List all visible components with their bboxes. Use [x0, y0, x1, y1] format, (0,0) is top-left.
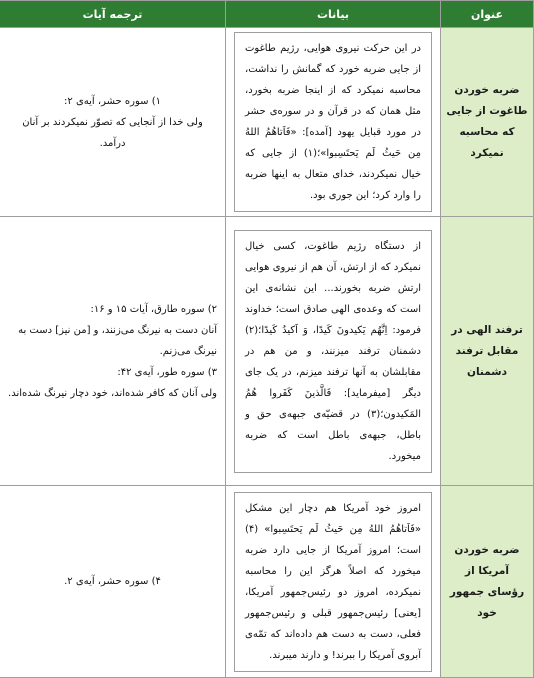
row-title: ترفند الهی در مقابل ترفند دشمنان	[441, 217, 534, 486]
header-row	[0, 1, 534, 28]
row-desc: از دستگاه رژیم طاغوت، کسی خیال نمیکرد که از ارتش، آن هم از نیروی هوایی ارتش ضربه بخورند... این نشانه‌ی این است که وعده‌ی الهی صادق است؛ خداوند فرمود: اِنَّهُم یَکیدونَ کَیدًا، وَ اَکیدُ کَیدًا؛(۲) دشمنان ترفند میزنند، و من هم در مقابلشان به آنها ترفند میزنم، در یک جای دیگر [میفرماید]: فَالَّذینَ کَفَروا هُمُ المَکیدون؛(۳) در قضیّه‌ی جبهه‌ی حق و باطل، جبهه‌ی باطل است که ضربه میخورد.	[234, 230, 432, 473]
table-row	[0, 486, 534, 678]
header-title: عنوان	[441, 1, 534, 28]
header-desc: بیانات	[226, 1, 441, 28]
trans-line: ولی آنان که کافر شده‌اند، خود دچار نیرنگ شده‌اند.	[8, 387, 217, 399]
row-title: ضربه خوردن آمریکا از رؤسای جمهور خود	[441, 486, 534, 678]
trans-line: ۴) سوره حشر، آیه‌ی ۲.	[64, 576, 161, 587]
header-trans: ترجمه آیات	[0, 1, 226, 28]
trans-line: ۲) سوره طارق، آیات ۱۵ و ۱۶:	[90, 303, 217, 315]
row-desc: امروز خود آمریکا هم دچار این مشکل «فَاَتاهُمُ اللهُ مِن حَیثُ لَم یَحتَسِبوا» (۴) است؛ امروز آمریکا از جایی دارد ضربه میخورد که اصلاً هرگز این را محاسبه نمیکرده، امروز دو رئیس‌جمهور آمریکا، [یعنی] رئیس‌جمهور قبلی و رئیس‌جمهور فعلی، دست به دست هم داده‌اند که تمّه‌ی آبروی آمریکا را ببرند! و دارند میبرند.	[234, 492, 432, 672]
row-trans	[0, 28, 226, 217]
row-trans	[0, 217, 226, 486]
table-row	[0, 217, 534, 486]
table-row	[0, 28, 534, 217]
row-title: ضربه خوردن طاغوت از جایی که محاسبه نمیکرد	[441, 28, 534, 217]
trans-line: ۳) سوره طور، آیه‌ی ۴۲:	[117, 366, 217, 378]
row-desc: در این حرکت نیروی هوایی، رژیم طاغوت از جایی ضربه خورد که گمانش را نداشت، محاسبه نمیکرد که از اینجا ضربه بخورد، مثل همان که در قرآن و در سوره‌ی حشر در مورد قبایل یهود [آمده]: «فَاَتاهُمُ اللهُ مِن حَیثُ لَم یَحتَسِبوا»؛(۱) از جایی که خیال نمیکردند، خدای متعال به اینها ضربه را وارد کرد؛ این جوری بود.	[234, 32, 432, 212]
trans-line: ۱) سوره حشر، آیه‌ی ۲:	[64, 95, 161, 107]
trans-line: آنان دست به نیرنگ می‌زنند، و [من نیز] دست به نیرنگ می‌زنم.	[18, 324, 217, 357]
trans-line: ولی خدا از آنجایی که تصوّر نمیکردند بر آنان درآمد.	[22, 116, 203, 149]
row-trans	[0, 486, 226, 678]
